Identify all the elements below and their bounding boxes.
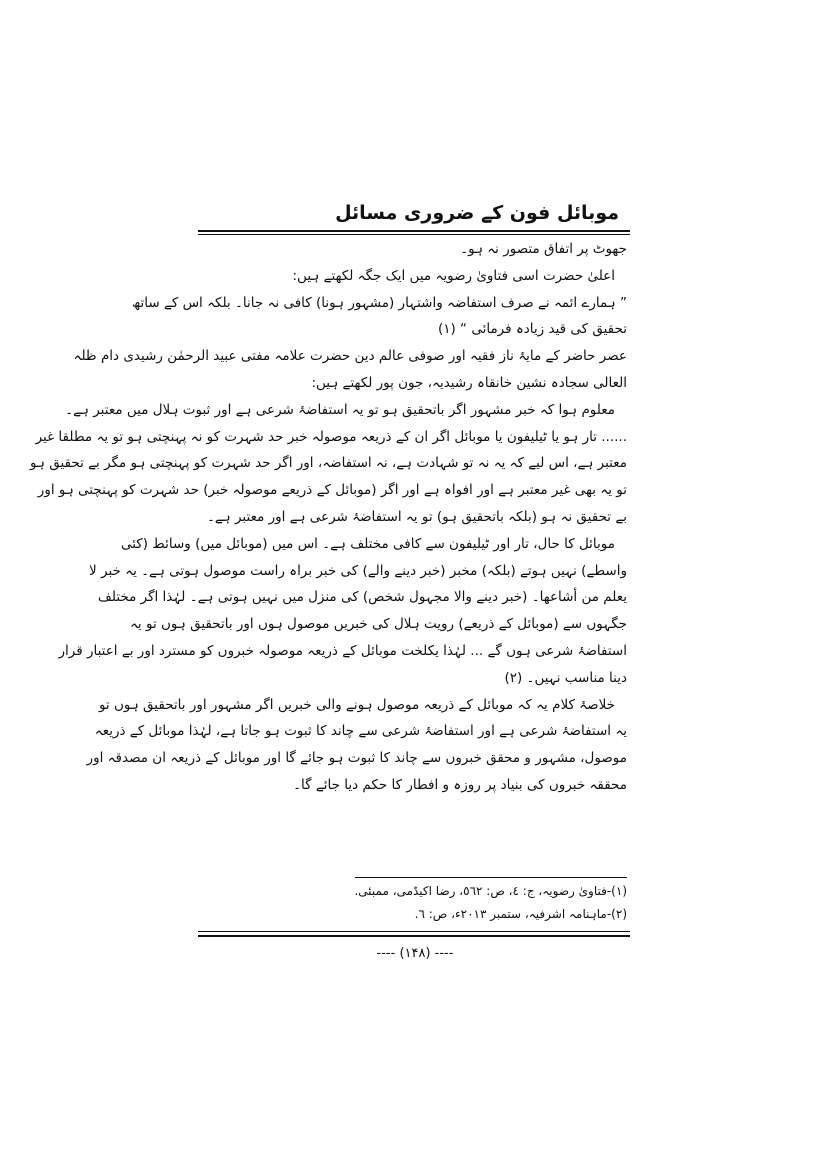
text-line: جھوٹ پر اتفاق متصور نہ ہو۔ [460, 241, 627, 257]
quote-line: دینا مناسب نہیں۔ (۲) [504, 669, 627, 686]
quote-line: جگہوں سے (موبائل کے ذریعے) رویت ہلال کی خبریں موصول ہوں اور باتحقیق ہوں تو یہ [130, 616, 627, 633]
quote-line: معلوم ہوا کہ خبر مشہور اگر باتحقیق ہو تو یہ استفاضۂ شرعی ہے اور ثبوت ہلال میں معتبر ہے۔ [65, 401, 615, 418]
quote-line: واسطے) نہیں ہوتے (بلکہ) مخبر (خبر دینے والے) کی خبر براہ راست موصول ہوتی ہے۔ یہ خبر لا [89, 562, 627, 579]
footnotes [330, 880, 627, 926]
text-line: محققہ خبروں کی بنیاد پر روزہ و افطار کا حکم دیا جائے گا۔ [293, 776, 627, 793]
quote-line: ” ہمارے ائمہ نے صرف استفاضہ واشتہار (مشہور ہونا) کافی نہ جانا۔ بلکہ اس کے ساتھ [131, 294, 627, 311]
text-line: یہ استفاضۂ شرعی ہے اور استفاضۂ شرعی سے چاند کا ثبوت ہو جاتا ہے، لہٰذا موبائل کے ذریعہ [94, 723, 627, 740]
quote-line: یعلم من أشاعها۔ (خبر دینے والا مجہول شخص) کی منزل میں نہیں ہوتی ہے۔ لہٰذا اگر مختلف [97, 589, 627, 606]
text-line: موصول، مشہور و محقق خبروں سے چاند کا ثبوت ہو جائے گا اور موبائل کے ذریعہ ان مصدقہ اور [86, 750, 627, 767]
footer-rule-thick [198, 935, 630, 937]
quote-line: تو یہ بھی غیر معتبر ہے اور افواہ ہے اور اگر (موبائل کے ذریعے موصولہ خبر) حد شہرت کو پہنچتی ہو اور [37, 482, 627, 499]
header-rule-thick [198, 230, 630, 232]
quote-line: معتبر ہے، اس لیے کہ یہ نہ تو شہادت ہے، نہ استفاضہ، اور اگر حد شہرت کو پہنچتی ہو مگر بے تحقیق ہو [30, 455, 627, 472]
quote-line: استفاضۂ شرعی ہوں گے ... لہٰذا یکلخت موبائل کے ذریعہ موصولہ خبروں کو مسترد اور بے اعتبار قرار [58, 642, 627, 659]
footnote-2: (۲)-ماہنامہ اشرفیہ، ستمبر ۲۰۱۳ء، ص: ٦. [414, 907, 627, 921]
running-header-title: موبائل فون کے ضروری مسائل [335, 202, 619, 224]
footnote-1: (۱)-فتاویٰ رضویہ، ج: ٤، ص: ٥٦٢، رضا اکیڈمی، ممبئی. [354, 884, 627, 898]
quote-line: موبائل کا حال، تار اور ٹیلیفون سے کافی مختلف ہے۔ اس میں (موبائل میں) وسائط (کئی [120, 535, 615, 552]
quote-line: تحقیق کی قید زیادہ فرمائی “ (۱) [437, 321, 627, 338]
text-line: اعلیٰ حضرت اسی فتاویٰ رضویہ میں ایک جگہ لکھتے ہیں: [292, 267, 615, 284]
footer-rule-thin [198, 931, 630, 932]
text-line: خلاصۂ کلام یہ کہ موبائل کے ذریعہ موصول ہونے والی خبریں اگر مشہور اور باتحقیق ہوں تو [98, 696, 615, 713]
text-line: عصر حاضر کے مایۂ ناز فقیہ اور صوفی عالم دین حضرت علامہ مفتی عبید الرحمٰن رشیدی دام ظلہ [73, 348, 627, 365]
quote-line: ...... تار ہو یا ٹیلیفون یا موبائل اگر ان کے ذریعہ موصولہ خبر حد شہرت کو نہ پہنچتی ہو تو یہ مطلقا غیر [35, 428, 627, 445]
body-text [30, 236, 627, 799]
page-number: ---- (۱۴۸) ---- [376, 946, 454, 961]
header-rule-thin [198, 234, 630, 235]
text-line: العالی سجادہ نشین خانقاہ رشیدیہ، جون پور لکھتے ہیں: [311, 374, 627, 391]
quote-line: بے تحقیق نہ ہو (بلکہ باتحقیق ہو) تو یہ استفاضۂ شرعی ہے اور معتبر ہے۔ [206, 508, 627, 525]
footnote-rule [355, 877, 627, 878]
